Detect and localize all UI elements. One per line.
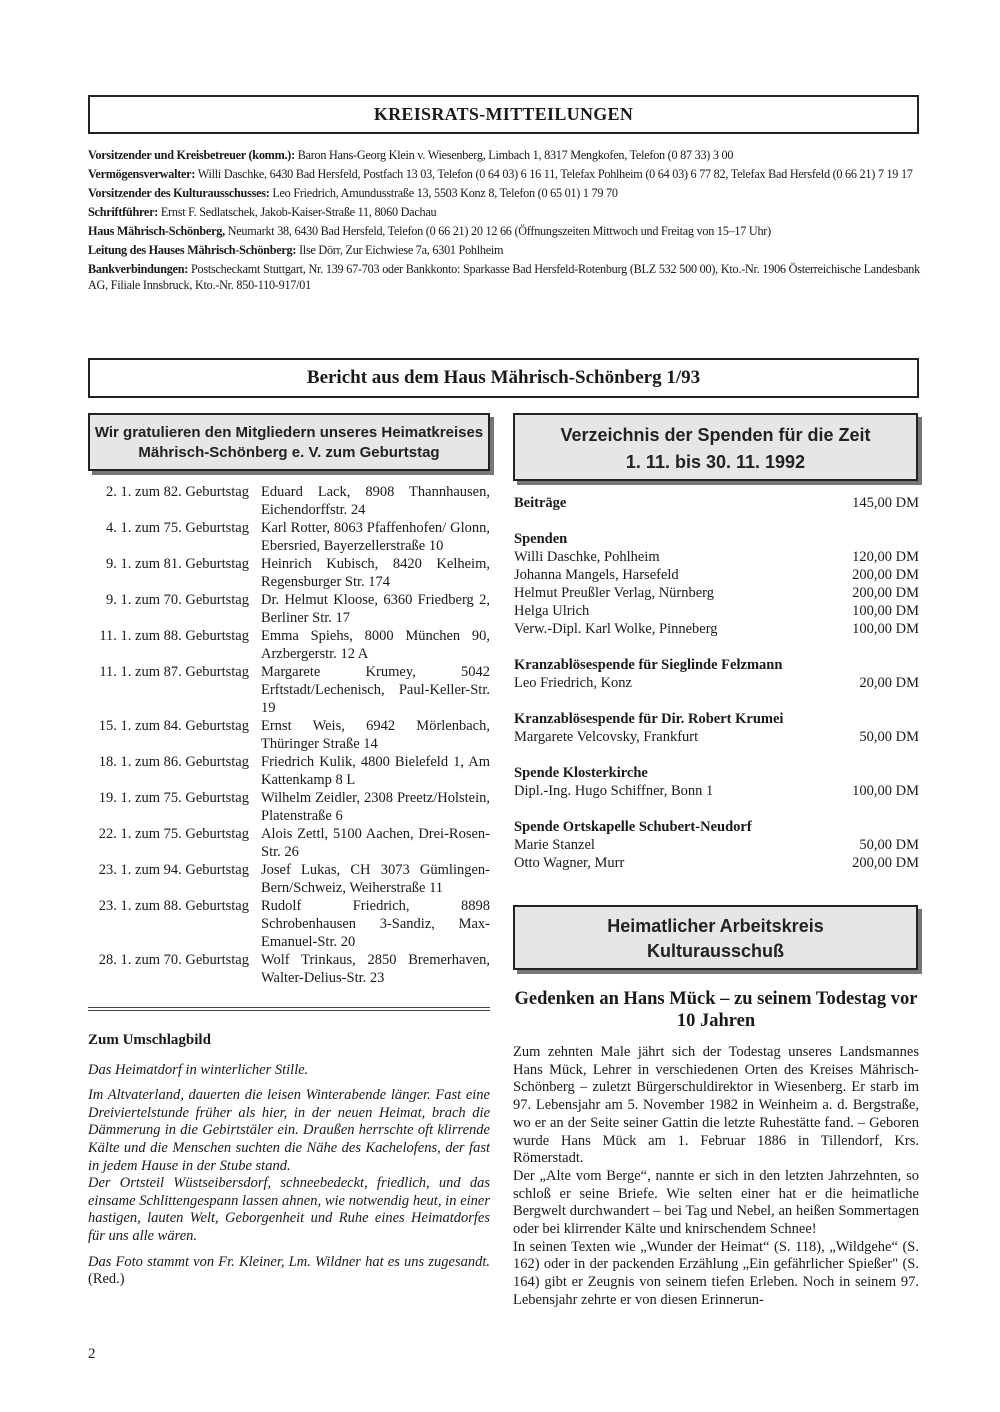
donor-name: Marie Stanzel <box>514 837 595 853</box>
birthday-name: Karl Rotter, 8063 Pfaffenhofen/ Glonn, Ebersried, Bayerzellerstraße 10 <box>261 520 490 554</box>
left-column <box>88 483 490 1289</box>
memorial-paragraph: In seinen Texten wie „Wunder der Heimat“ (S. 118), „Wildgehe“ (S. 162) oder in der packenden Erzählung „Ein gefährlicher Spießer" (S. 164) gibt er Zeugnis von seinem tiefen Erleben. Noch in seinem 97. Lebensjahr zehrte er von diesen Erinnerun- <box>513 1238 919 1308</box>
donation-section-header <box>514 818 919 836</box>
info-text: Willi Daschke, 6430 Bad Hersfeld, Postfach 13 03, Telefon (0 64 03) 6 16 11, Telefax Pohlheim (0 64 03) 6 77 82, Telefax Bad Hersfeld (0 66 21) 7 19 17 <box>195 167 913 181</box>
cover-paragraph: Der Ortsteil Wüstseibersdorf, schneebedeckt, friedlich, und das einsame Schlittengespann lassen ahnen, wie notwendig heut, in einer hastigen, lauten Welt, Geborgenheit und Ruhe eines Heimatdorfes für uns alle wären. <box>88 1175 490 1244</box>
culture-heading-line1: Heimatlicher Arbeitskreis <box>607 916 824 936</box>
info-label: Vorsitzender und Kreisbetreuer (komm.): <box>88 148 295 162</box>
donation-amount: 50,00 DM <box>859 729 919 745</box>
donation-section-title: Kranzablösespende für Dir. Robert Krumei <box>514 711 784 727</box>
birthday-name: Josef Lukas, CH 3073 Gümlingen-Bern/Schweiz, Weiherstraße 11 <box>261 862 490 896</box>
birthday-name: Emma Spiehs, 8000 München 90, Arzbergerstr. 12 A <box>261 628 490 662</box>
birthday-date: 11. 1. zum 88. Geburtstag <box>99 628 249 644</box>
donation-amount: 200,00 DM <box>852 855 919 871</box>
birthday-row <box>88 825 490 861</box>
info-text: Ilse Dörr, Zur Eichwiese 7a, 6301 Pohlheim <box>296 243 504 257</box>
report-title: Bericht aus dem Haus Mährisch-Schönberg 1/93 <box>306 367 701 388</box>
donation-section <box>514 818 919 872</box>
birthday-row <box>88 789 490 825</box>
info-text: Neumarkt 38, 6430 Bad Hersfeld, Telefon (0 66 21) 20 12 66 (Öffnungszeiten Mittwoch und Freitag von 15–17 Uhr) <box>224 224 771 238</box>
donation-amount: 100,00 DM <box>852 783 919 799</box>
birthday-date: 2. 1. zum 82. Geburtstag <box>106 484 249 500</box>
header-title: KREISRATS-MITTEILUNGEN <box>373 104 634 124</box>
donation-amount: 120,00 DM <box>852 549 919 565</box>
info-line <box>88 147 920 163</box>
donation-amount: 50,00 DM <box>859 837 919 853</box>
memorial-title: Gedenken an Hans Mück – zu seinem Todestag vor 10 Jahren <box>514 989 918 1031</box>
birthday-row <box>88 897 490 951</box>
cover-section <box>88 1032 490 1289</box>
birthday-date: 9. 1. zum 70. Geburtstag <box>106 592 249 608</box>
memorial-paragraph: Der „Alte vom Berge“, nannte er sich in den letzten Jahrzehnten, so schloß er seine Briefe. Wie selten einer hat er die heimatliche Bergwelt durchwandert – bei Tag und Nebel, an heißen Sommertagen oder bei klirrender Kälte und knirschendem Schnee! <box>513 1167 919 1238</box>
info-label: Vorsitzender des Kulturausschusses: <box>88 186 270 200</box>
donation-section-header <box>514 764 919 782</box>
info-text: Postscheckamt Stuttgart, Nr. 139 67-703 oder Bankkonto: Sparkasse Bad Hersfeld-Rotenburg (BLZ 532 500 00), Kto.-Nr. 1906 Österreichische Landesbank AG, Filiale Innsbruck, Kto.-Nr. 850-110-917/01 <box>88 262 920 292</box>
header-title-box <box>88 95 919 134</box>
donation-amount: 200,00 DM <box>852 567 919 583</box>
birthday-name: Heinrich Kubisch, 8420 Kelheim, Regensburger Str. 174 <box>261 556 490 590</box>
info-label: Vermögensverwalter: <box>88 167 196 181</box>
birthday-name: Dr. Helmut Kloose, 6360 Friedberg 2, Berliner Str. 17 <box>261 592 490 626</box>
donor-name: Helmut Preußler Verlag, Nürnberg <box>514 585 714 601</box>
donation-row <box>514 782 919 800</box>
info-line <box>88 242 920 258</box>
info-label: Haus Mährisch-Schönberg, <box>88 224 225 238</box>
birthday-date: 19. 1. zum 75. Geburtstag <box>98 790 249 806</box>
donation-row <box>514 584 919 602</box>
birthday-date: 23. 1. zum 88. Geburtstag <box>98 898 249 914</box>
donor-name: Otto Wagner, Murr <box>514 855 625 871</box>
info-line <box>88 185 920 201</box>
cover-paragraph-with-credit <box>88 1254 490 1289</box>
cover-paragraph: Das Foto stammt von Fr. Kleiner, Lm. Wildner hat es uns zugesandt. <box>88 1253 490 1270</box>
info-line <box>88 223 920 239</box>
donation-row <box>514 602 919 620</box>
donor-name: Helga Ulrich <box>514 603 590 619</box>
donation-row <box>514 836 919 854</box>
birthday-row <box>88 519 490 555</box>
memorial-paragraph: Zum zehnten Male jährt sich der Todestag unseres Landsmannes Hans Mück, Lehrer in verschiedenen Orten des Kreises Mährisch-Schönberg – zuletzt Bürgerschuldirektor in Wiesenberg. Er starb im 97. Lebensjahr am 5. November 1982 in Weinheim a. d. Bergstraße, wo er an der Seite seiner Gattin die letzte Ruhestätte fand. – Geboren wurde Hans Mück am 1. Februar 1886 in Tillendorf, Krs. Römerstadt. <box>513 1044 919 1167</box>
birthday-list <box>88 483 490 987</box>
donation-section-title: Beiträge <box>514 495 567 511</box>
info-line <box>88 204 920 220</box>
donations-heading-box <box>513 413 918 481</box>
birthday-date: 11. 1. zum 87. Geburtstag <box>99 664 249 680</box>
birthday-row <box>88 555 490 591</box>
birthday-date: 4. 1. zum 75. Geburtstag <box>106 520 249 536</box>
donations-list <box>514 494 919 890</box>
birthday-name: Alois Zettl, 5100 Aachen, Drei-Rosen-Str. 26 <box>261 826 490 860</box>
info-text: Leo Friedrich, Amundusstraße 13, 5503 Konz 8, Telefon (0 65 01) 1 79 70 <box>269 186 618 200</box>
birthday-row <box>88 627 490 663</box>
info-line <box>88 166 920 182</box>
donor-name: Johanna Mangels, Harsefeld <box>514 567 679 583</box>
donation-row <box>514 566 919 584</box>
birthday-row <box>88 663 490 717</box>
donor-name: Leo Friedrich, Konz <box>514 675 632 691</box>
donation-row <box>514 854 919 872</box>
donation-row <box>514 548 919 566</box>
donation-row <box>514 620 919 638</box>
page-number: 2 <box>88 1346 96 1362</box>
donation-section-title: Spende Klosterkirche <box>514 765 648 781</box>
info-label: Leitung des Hauses Mährisch-Schönberg: <box>88 243 297 257</box>
birthday-name: Wilhelm Zeidler, 2308 Preetz/Holstein, Platenstraße 6 <box>261 790 490 824</box>
birthday-date: 18. 1. zum 86. Geburtstag <box>98 754 249 770</box>
donation-section-title: Kranzablösespende für Sieglinde Felzmann <box>514 657 783 673</box>
birthday-heading-line2: Mährisch-Schönberg e. V. zum Geburtstag <box>138 444 440 461</box>
donation-section-title: Spende Ortskapelle Schubert-Neudorf <box>514 819 752 835</box>
cover-paragraph: Im Altvaterland, dauerten die leisen Winterabende länger. Fast eine Dreiviertelstunde früher als hier, in der neuen Heimat, brach die Dämmerung in die Gebirtstäler ein. Draußen herrschte oft klirrende Kälte und die Menschen suchten die Nähe des Kachelofens, der fast in jedem Hause in der Stube stand. <box>88 1087 490 1174</box>
donation-amount: 20,00 DM <box>859 675 919 691</box>
donation-section <box>514 710 919 746</box>
birthday-name: Rudolf Friedrich, 8898 Schrobenhausen 3-Sandiz, Max-Emanuel-Str. 20 <box>261 898 490 950</box>
double-rule-divider <box>88 1007 490 1011</box>
report-title-box <box>88 358 919 398</box>
info-label: Bankverbindungen: <box>88 262 189 276</box>
donor-name: Verw.-Dipl. Karl Wolke, Pinneberg <box>514 621 718 637</box>
birthday-date: 28. 1. zum 70. Geburtstag <box>98 952 249 968</box>
birthday-heading-box <box>88 413 490 471</box>
donation-section <box>514 494 919 512</box>
donation-amount: 100,00 DM <box>852 621 919 637</box>
cover-subtitle: Das Heimatdorf in winterlicher Stille. <box>88 1061 309 1078</box>
birthday-name: Ernst Weis, 6942 Mörlenbach, Thüringer Straße 14 <box>261 718 490 752</box>
birthday-date: 23. 1. zum 94. Geburtstag <box>98 862 249 878</box>
donation-row <box>514 728 919 746</box>
donation-row <box>514 674 919 692</box>
info-text: Baron Hans-Georg Klein v. Wiesenberg, Limbach 1, 8317 Mengkofen, Telefon (0 87 33) 3 00 <box>294 148 734 162</box>
donor-name: Willi Daschke, Pohlheim <box>514 549 660 565</box>
donation-amount: 145,00 DM <box>852 495 919 511</box>
donor-name: Margarete Velcovsky, Frankfurt <box>514 729 699 745</box>
donor-name: Dipl.-Ing. Hugo Schiffner, Bonn 1 <box>514 783 714 799</box>
donations-heading-line2: 1. 11. bis 30. 11. 1992 <box>625 452 806 472</box>
culture-heading-box <box>513 905 918 970</box>
donation-section <box>514 530 919 638</box>
donation-section <box>514 656 919 692</box>
donation-section <box>514 764 919 800</box>
culture-heading-line2: Kulturausschuß <box>646 941 784 961</box>
birthday-row <box>88 483 490 519</box>
birthday-name: Friedrich Kulik, 4800 Bielefeld 1, Am Kattenkamp 8 L <box>261 754 490 788</box>
donation-section-header <box>514 530 919 548</box>
birthday-row <box>88 753 490 789</box>
birthday-name: Eduard Lack, 8908 Thannhausen, Eichendorffstr. 24 <box>261 484 490 518</box>
birthday-date: 22. 1. zum 75. Geburtstag <box>98 826 249 842</box>
birthday-heading-line1: Wir gratulieren den Mitgliedern unseres Heimatkreises <box>94 424 484 441</box>
donations-heading-line1: Verzeichnis der Spenden für die Zeit <box>560 425 871 445</box>
donation-amount: 200,00 DM <box>852 585 919 601</box>
info-label: Schriftführer: <box>88 205 159 219</box>
memorial-text <box>513 1044 919 1310</box>
cover-title: Zum Umschlagbild <box>88 1032 211 1048</box>
board-info <box>88 147 920 296</box>
info-line <box>88 261 920 293</box>
cover-credit: (Red.) <box>88 1271 125 1288</box>
birthday-row <box>88 951 490 987</box>
birthday-date: 15. 1. zum 84. Geburtstag <box>98 718 249 734</box>
birthday-date: 9. 1. zum 81. Geburtstag <box>106 556 249 572</box>
birthday-name: Margarete Krumey, 5042 Erftstadt/Lechenisch, Paul-Keller-Str. 19 <box>261 664 490 716</box>
birthday-name: Wolf Trinkaus, 2850 Bremerhaven, Walter-Delius-Str. 23 <box>261 952 490 986</box>
birthday-row <box>88 861 490 897</box>
info-text: Ernst F. Sedlatschek, Jakob-Kaiser-Straße 11, 8060 Dachau <box>158 205 437 219</box>
birthday-row <box>88 717 490 753</box>
birthday-row <box>88 591 490 627</box>
donation-section-header <box>514 656 919 674</box>
donation-section-header <box>514 494 919 512</box>
donation-section-header <box>514 710 919 728</box>
donation-amount: 100,00 DM <box>852 603 919 619</box>
donation-section-title: Spenden <box>514 531 568 547</box>
